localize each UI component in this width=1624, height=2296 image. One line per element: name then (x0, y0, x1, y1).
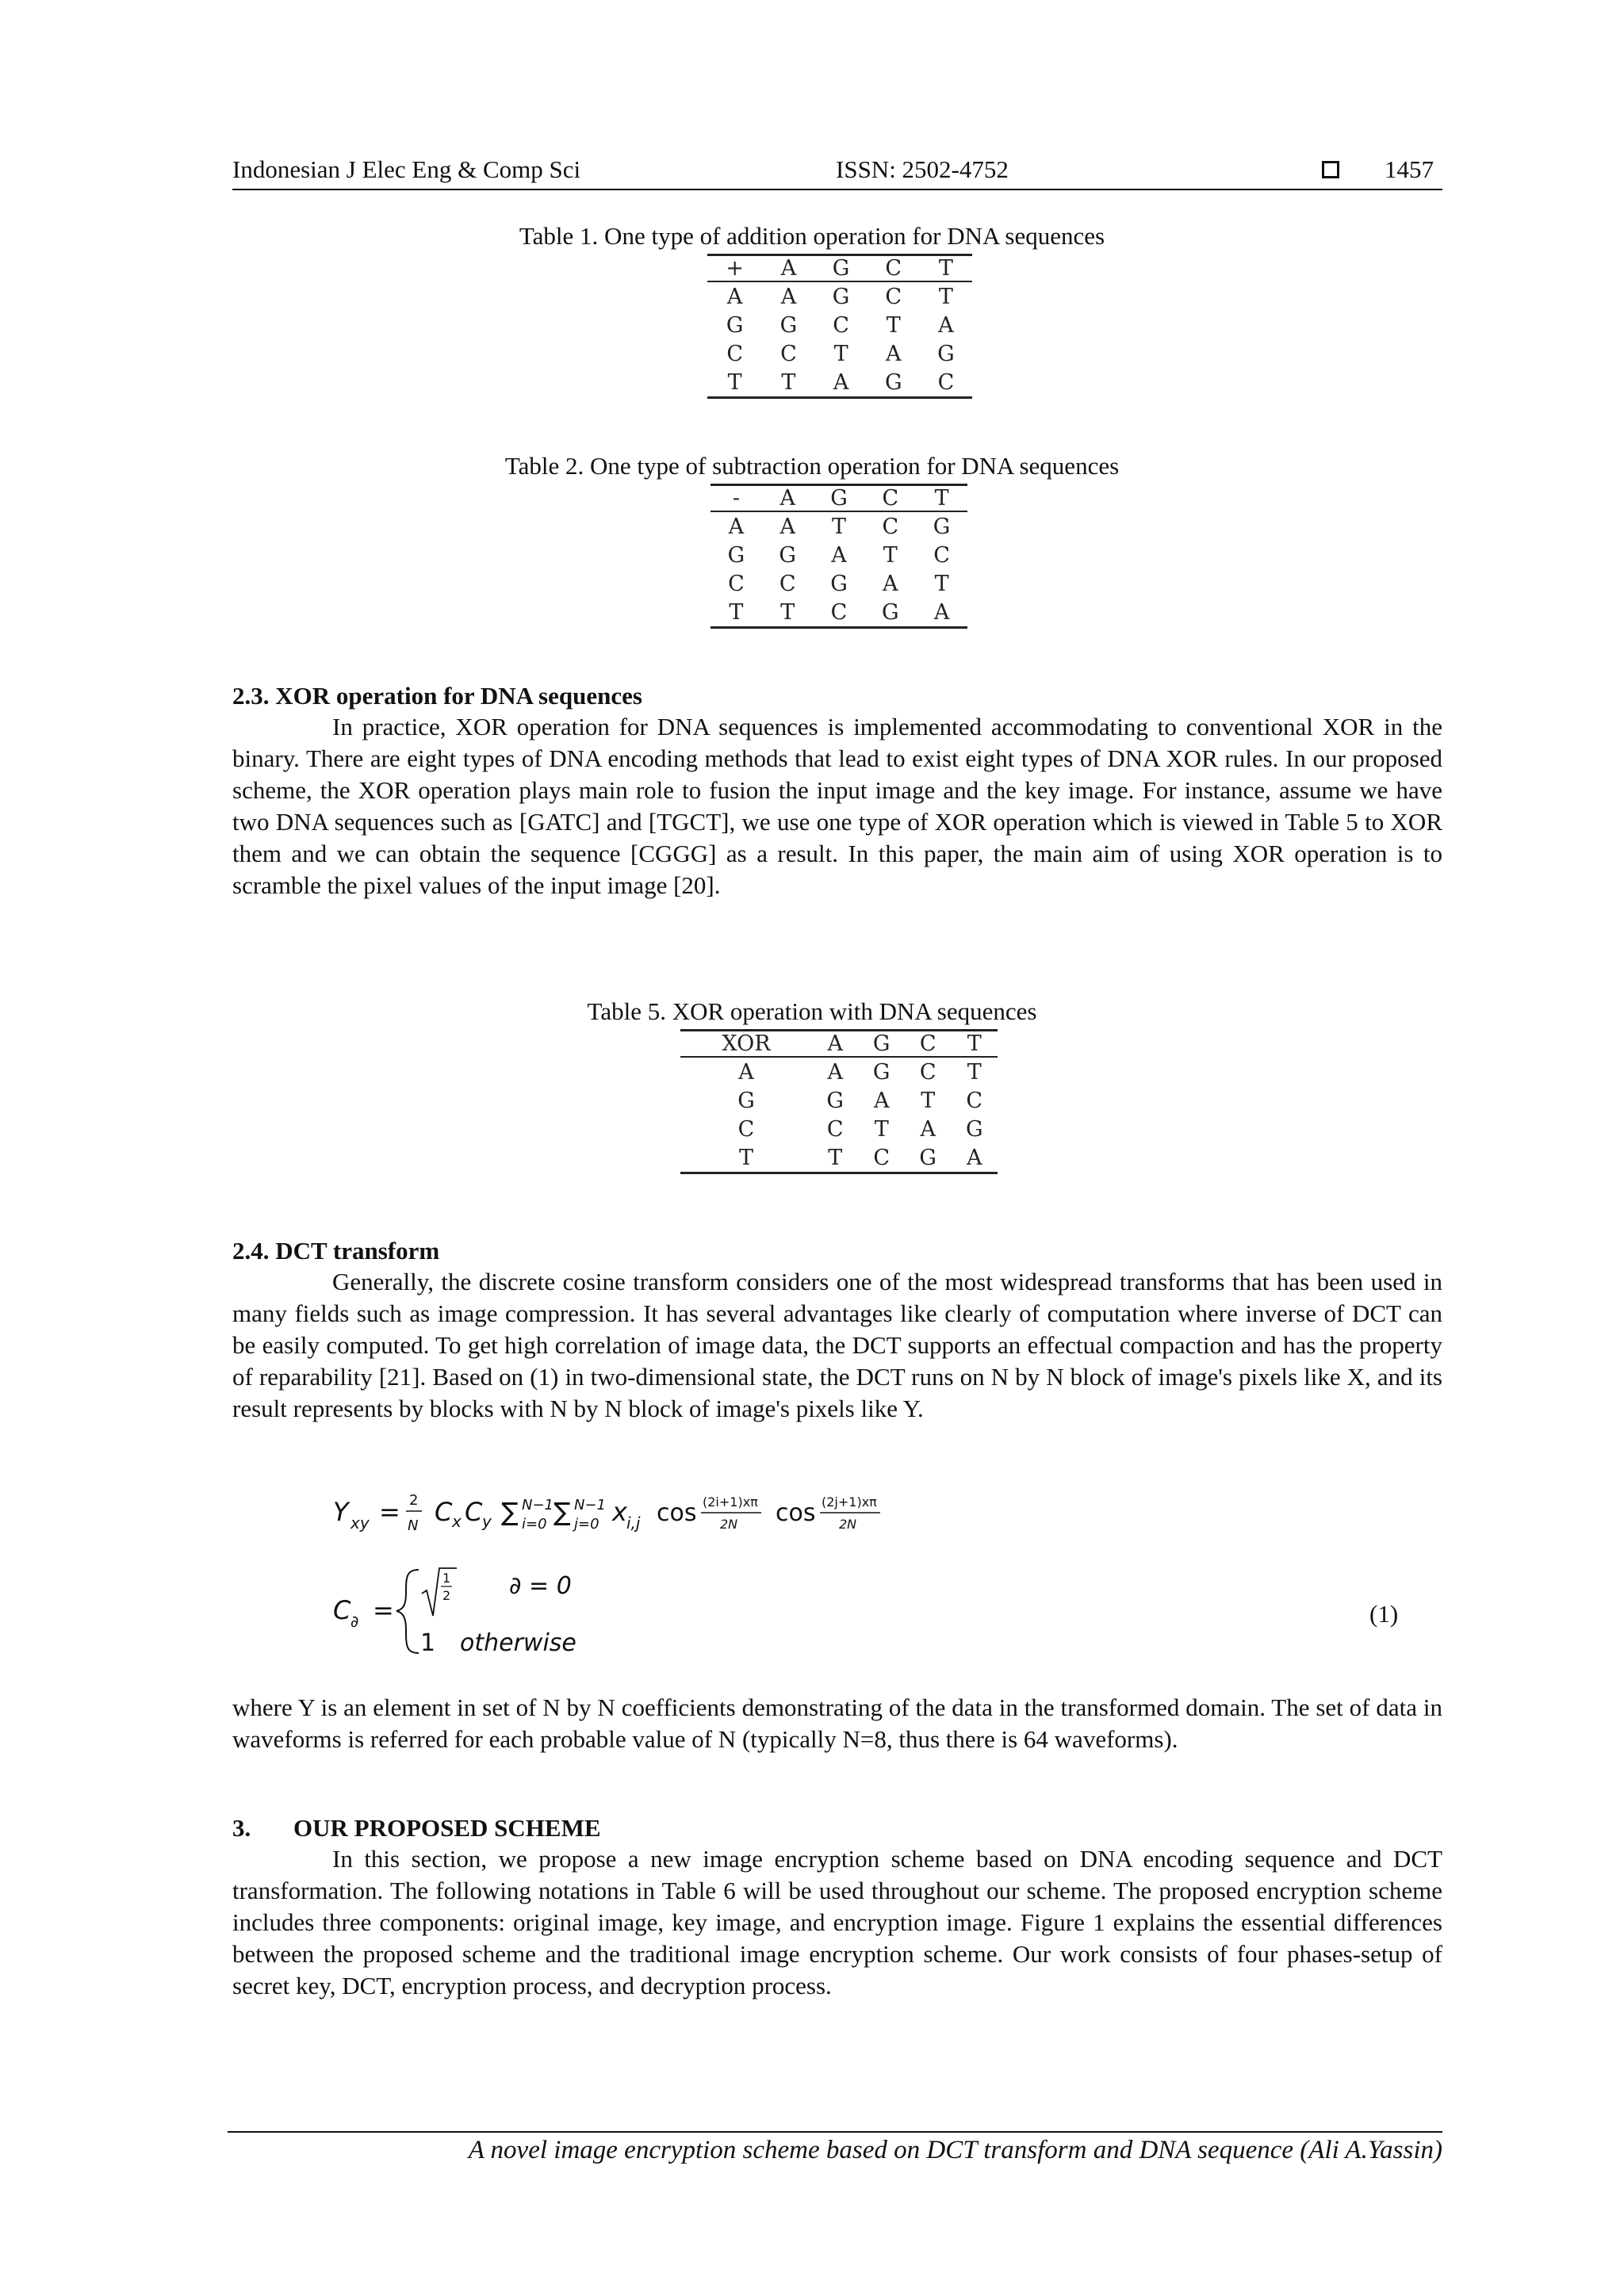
svg-text:(2j+1)xπ: (2j+1)xπ (822, 1494, 877, 1510)
svg-text:=: = (379, 1497, 400, 1527)
journal-name: Indonesian J Elec Eng & Comp Sci (232, 155, 581, 183)
table-cell: T (828, 1145, 843, 1170)
table-header-cell: T (934, 486, 949, 511)
table-cell: T (833, 341, 848, 366)
table-cell: T (729, 599, 744, 625)
table-header-cell: C (882, 486, 899, 511)
table-cell: G (826, 1088, 844, 1113)
table-cell: G (779, 312, 798, 338)
table-header-cell: A (827, 1031, 843, 1056)
table-row (707, 339, 972, 368)
table-cell: A (938, 312, 954, 338)
section-3-number: 3. (232, 1814, 251, 1842)
table-row (707, 368, 972, 398)
svg-text:2: 2 (409, 1492, 419, 1509)
section-2-4-heading: 2.4. DCT transform (232, 1237, 440, 1265)
svg-text:j=0: j=0 (574, 1516, 599, 1533)
table-cell: G (919, 1145, 936, 1170)
svg-text:cos: cos (776, 1499, 816, 1527)
table-cell: A (738, 1059, 754, 1085)
svg-text:∂ = 0: ∂ = 0 (509, 1572, 572, 1600)
table-header-row (710, 485, 967, 512)
svg-text:y: y (482, 1512, 492, 1531)
table-cell: G (830, 571, 848, 596)
svg-text:∑: ∑ (501, 1497, 519, 1527)
table-cell: A (883, 571, 898, 596)
page-number: 1457 (1385, 155, 1434, 183)
section-2-3-paragraph: In practice, XOR operation for DNA sequences is implemented accommodating to conventional XOR in the binary. There are eight types of DNA encoding methods that lead to exist eight types of DNA XOR rules. In our proposed scheme, the XOR operation plays main role to fusion the input image and the key image. For instance, assume we have two DNA sequences such as [GATC] and [TGCT], we use one type of XOR operation which is viewed in Table 5 to XOR them and we can obtain the sequence [CGGG] as a result. In this paper, the main aim of using XOR operation is to scramble the pixel values of the input image [20]. (232, 713, 1442, 899)
table-cell: G (882, 599, 899, 625)
svg-text:x: x (612, 1497, 627, 1527)
table-cell: T (780, 599, 795, 625)
table-cell: G (832, 284, 850, 309)
svg-text:1: 1 (442, 1571, 451, 1586)
table-row (710, 598, 967, 628)
table-row (710, 511, 967, 541)
table-cell: A (833, 369, 849, 395)
table-cell: C (728, 571, 745, 596)
table-cell: T (831, 514, 846, 539)
svg-text:2N: 2N (720, 1517, 738, 1532)
table-cell: A (933, 599, 950, 625)
table-header-cell: - (732, 486, 740, 511)
table-cell: C (933, 542, 950, 568)
table-cell: G (933, 514, 951, 539)
table-cell: T (886, 312, 901, 338)
table-cell: G (737, 1088, 755, 1113)
section-3-paragraph: In this section, we propose a new image encryption scheme based on DNA encoding sequence and DCT transformation. The following notations in Table 6 will be used throughout our scheme. The proposed encryption scheme includes three components: original image, key image, and encryption image. Figure 1 explains the essential differences between the proposed scheme and the traditional image encryption scheme. Our work consists of four phases-setup of secret key, DCT, encryption process, and decryption process. (232, 1845, 1442, 1999)
table-header-cell: A (779, 486, 795, 511)
svg-text:∑: ∑ (553, 1497, 571, 1527)
section-2-4-after-paragraph: where Y is an element in set of N by N coefficients demonstrating of the data in the transformed domain. The set of data in waveforms is referred for each probable value of N (typically N=8, thus there is 64 waveforms). (232, 1693, 1442, 1753)
table-header-row (707, 255, 972, 282)
section-3-heading: OUR PROPOSED SCHEME (293, 1814, 601, 1842)
table-cell: A (779, 514, 795, 539)
section-2-4-paragraph: Generally, the discrete cosine transform considers one of the most widespread transforms that has been used in many fields such as image compression. It has several advantages like clearly of computation where inverse of DCT can be easily computed. To get high correlation of image data, the DCT supports an effectual compaction and has the property of reparability [21]. Based on (1) in two-dimensional state, the DCT runs on N by N block of image's pixels like X, and its result represents by blocks with N by N block of image's pixels like Y. (232, 1268, 1442, 1422)
table-row (680, 1086, 998, 1115)
table-row (680, 1115, 998, 1143)
table-cell: C (882, 514, 899, 539)
table-cell: C (726, 341, 744, 366)
table-cell: C (779, 571, 796, 596)
issn: ISSN: 2502-4752 (836, 155, 1009, 183)
table-cell: T (727, 369, 742, 395)
table-cell: G (779, 542, 796, 568)
table-row (680, 1057, 998, 1086)
table-cell: A (966, 1145, 982, 1170)
table-cell: A (831, 542, 847, 568)
table-header-cell: C (919, 1031, 936, 1056)
table-cell: A (920, 1116, 936, 1142)
table-cell: G (872, 1059, 891, 1085)
equation-number: (1) (1369, 1600, 1399, 1628)
table-cell: C (885, 284, 902, 309)
table-row (680, 1143, 998, 1173)
table-header-cell: + (726, 256, 744, 281)
table-header-cell: G (872, 1031, 891, 1056)
svg-text:N−1: N−1 (522, 1497, 553, 1513)
table-cell: A (728, 514, 745, 539)
table-cell: G (727, 542, 745, 568)
table-row (707, 311, 972, 339)
table-header-cell: A (780, 256, 797, 281)
table-header-cell: C (885, 256, 902, 281)
table2-caption: Table 2. One type of subtraction operation for DNA sequences (504, 452, 1120, 480)
svg-text:C: C (465, 1497, 483, 1527)
table-cell: G (965, 1116, 983, 1142)
otherwise-label: otherwise (460, 1629, 576, 1657)
table5-caption: Table 5. XOR operation with DNA sequences (587, 997, 1037, 1025)
table-cell: T (874, 1116, 889, 1142)
table-cell: T (967, 1059, 982, 1085)
table-header-cell: XOR (722, 1031, 771, 1056)
table1 (707, 254, 972, 399)
table-cell: C (737, 1116, 755, 1142)
table-cell: A (780, 284, 797, 309)
svg-text:x: x (452, 1512, 462, 1531)
table-row (707, 281, 972, 311)
table-cell: C (873, 1145, 891, 1170)
table-cell: A (886, 341, 902, 366)
table-cell: G (726, 312, 744, 338)
svg-text:cos: cos (657, 1499, 697, 1527)
svg-text:i,j: i,j (626, 1513, 641, 1533)
table-header-cell: G (832, 256, 850, 281)
table2 (710, 484, 967, 629)
table-cell: C (833, 312, 849, 338)
table-header-cell: T (938, 256, 953, 281)
dct-equation (317, 1475, 1031, 1665)
svg-text:N−1: N−1 (574, 1497, 606, 1513)
svg-text:N: N (408, 1517, 419, 1534)
footer-rule (228, 2131, 1442, 2133)
svg-text:Y: Y (333, 1497, 349, 1527)
svg-text:i=0: i=0 (522, 1516, 547, 1533)
table-cell: A (873, 1088, 890, 1113)
table-cell: T (921, 1088, 936, 1113)
table-cell: T (934, 571, 949, 596)
table-cell: G (937, 341, 955, 366)
table-cell: G (884, 369, 902, 395)
table-cell: A (827, 1059, 843, 1085)
table1-caption: Table 1. One type of addition operation for DNA sequences (519, 222, 1105, 250)
svg-text:1: 1 (420, 1629, 436, 1657)
section-2-3-heading: 2.3. XOR operation for DNA sequences (232, 682, 642, 710)
svg-text:C: C (435, 1497, 453, 1527)
svg-text:xy: xy (350, 1513, 370, 1533)
table-header-cell: G (830, 486, 848, 511)
table-cell: C (780, 341, 797, 366)
table-cell: T (938, 284, 953, 309)
table-cell: T (781, 369, 796, 395)
svg-text:=: = (373, 1595, 394, 1625)
table-cell: A (726, 284, 743, 309)
table-cell: C (966, 1088, 983, 1113)
svg-text:(2i+1)xπ: (2i+1)xπ (703, 1494, 758, 1510)
svg-text:C: C (333, 1595, 351, 1625)
table-cell: C (830, 599, 848, 625)
table-row (710, 569, 967, 598)
table-cell: C (919, 1059, 936, 1085)
table-cell: C (937, 369, 955, 395)
svg-text:2N: 2N (839, 1517, 857, 1532)
table-cell: T (738, 1145, 753, 1170)
svg-text:∂: ∂ (350, 1612, 359, 1631)
table-cell: T (883, 542, 898, 568)
table-cell: C (826, 1116, 844, 1142)
square-icon (1322, 161, 1339, 178)
svg-text:2: 2 (442, 1588, 451, 1603)
header-rule (232, 189, 1442, 190)
table-header-row (680, 1031, 998, 1058)
footer-citation: A novel image encryption scheme based on DCT transform and DNA sequence (Ali A.Yassin) (468, 2136, 1442, 2164)
table5 (680, 1029, 998, 1174)
table-row (710, 541, 967, 569)
table-header-cell: T (967, 1031, 982, 1056)
